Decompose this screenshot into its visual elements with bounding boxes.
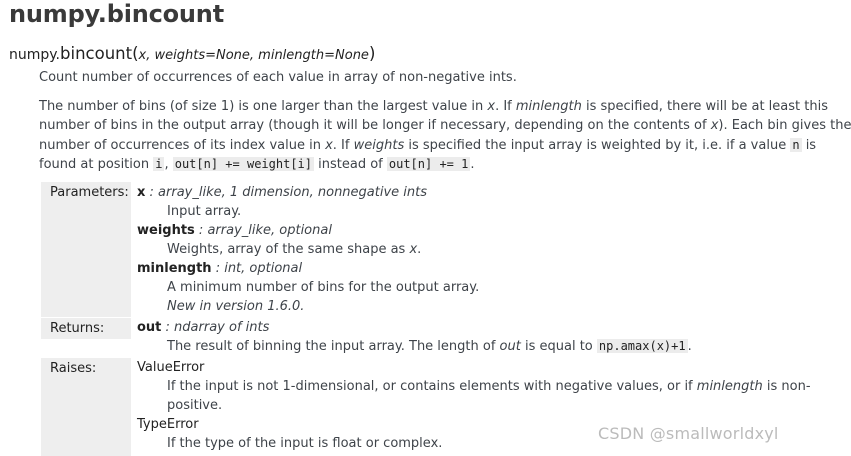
signature-open-paren: ( <box>132 44 139 63</box>
watermark: CSDN @smallworldxyl <box>598 424 779 443</box>
text-run: . <box>470 157 475 173</box>
parameters-label <box>41 182 131 317</box>
function-signature <box>9 43 375 67</box>
text-run: instead of <box>314 157 387 173</box>
text-run: x <box>325 137 333 153</box>
returns-desc <box>167 337 692 356</box>
text-run: x <box>710 118 719 134</box>
param-weights-name <box>137 221 332 240</box>
inline-code: np.amax(x)+1 <box>598 339 686 353</box>
text-run: found at position <box>39 157 154 173</box>
inline-code: out[n] += weight[i] <box>174 157 312 172</box>
raises-valueerror-name <box>137 358 204 377</box>
text-run: . If <box>332 137 354 153</box>
raises-valueerror-desc-cont: positive. <box>167 398 223 413</box>
description-line <box>39 97 828 116</box>
version-note-text: New in version 1.6.0. <box>167 299 305 314</box>
text-run: number of bins in the output array (though it will be longer if necessary, depending on the contents of <box>39 118 711 134</box>
text-run: The number of bins (of size 1) is one larger than the largest value in <box>39 99 488 114</box>
inline-code: n <box>792 137 800 152</box>
param-minlength-name <box>137 259 302 278</box>
text-run: is non- <box>762 379 811 394</box>
param-x-desc: Input array. <box>167 204 242 219</box>
text-run: ). Each bin gives the <box>718 118 851 134</box>
signature-close-paren: ) <box>368 44 376 63</box>
text-run: weights <box>353 137 405 153</box>
text-run: minlength <box>696 379 763 394</box>
description-paragraph <box>39 97 851 175</box>
text-run: x <box>487 99 496 114</box>
param-type: : int, optional <box>211 261 303 276</box>
text-run: out <box>499 339 521 354</box>
raises-valueerror-desc <box>167 377 811 396</box>
text-run: number of occurrences of its index value in <box>39 137 326 153</box>
description-line <box>39 136 817 155</box>
text-run: minlength <box>515 99 582 114</box>
inline-code: i <box>155 157 163 172</box>
signature-module: numpy. <box>9 47 61 63</box>
param-minlength-desc: A minimum number of bins for the output array. <box>167 280 480 295</box>
param-name: weights <box>137 223 195 238</box>
param-name: out <box>137 320 162 335</box>
page-title: numpy.bincount <box>9 0 224 28</box>
param-type: : array_like, optional <box>194 223 332 238</box>
exception-name: TypeError <box>137 417 199 432</box>
description-line <box>39 116 851 135</box>
text-run: is equal to <box>520 339 597 354</box>
param-name: minlength <box>137 261 212 276</box>
text-run: , <box>164 157 173 173</box>
inline-code: out[n] += 1 <box>388 157 469 172</box>
description-line <box>39 155 799 174</box>
text-run: is specified the input array is weighted by it, i.e. if a value <box>404 137 791 153</box>
text-run: x <box>409 242 418 257</box>
returns-label <box>41 318 131 339</box>
raises-typeerror-name <box>137 415 199 434</box>
text-run: . <box>417 242 422 257</box>
raises-typeerror-desc: If the type of the input is float or complex. <box>167 436 443 451</box>
text-run: If the input is not 1-dimensional, or contains elements with negative values, or if <box>167 379 697 394</box>
signature-params: x, weights=None, minlength=None <box>138 48 369 63</box>
text-run: Weights, array of the same shape as <box>167 242 410 257</box>
param-x-name <box>137 183 427 202</box>
returns-name <box>137 318 269 337</box>
signature-function-name: bincount <box>60 44 133 63</box>
text-run: is <box>801 137 817 153</box>
returns-label-text: Returns: <box>50 321 105 336</box>
text-run: The result of binning the input array. The length of <box>167 339 500 354</box>
raises-label <box>41 358 131 456</box>
param-weights-desc <box>167 240 421 259</box>
version-note <box>167 297 304 316</box>
text-run: is specified, there will be at least this <box>581 99 828 114</box>
param-name: x <box>137 185 146 200</box>
param-type: : array_like, 1 dimension, nonnegative ints <box>145 185 428 200</box>
text-run: . If <box>495 99 516 114</box>
exception-name: ValueError <box>137 360 205 375</box>
param-type: : ndarray of ints <box>161 320 270 335</box>
parameters-label-text: Parameters: <box>50 185 129 200</box>
raises-label-text: Raises: <box>50 361 97 376</box>
text-run: . <box>687 339 692 354</box>
summary-text: Count number of occurrences of each value in array of non-negative ints. <box>39 70 517 85</box>
